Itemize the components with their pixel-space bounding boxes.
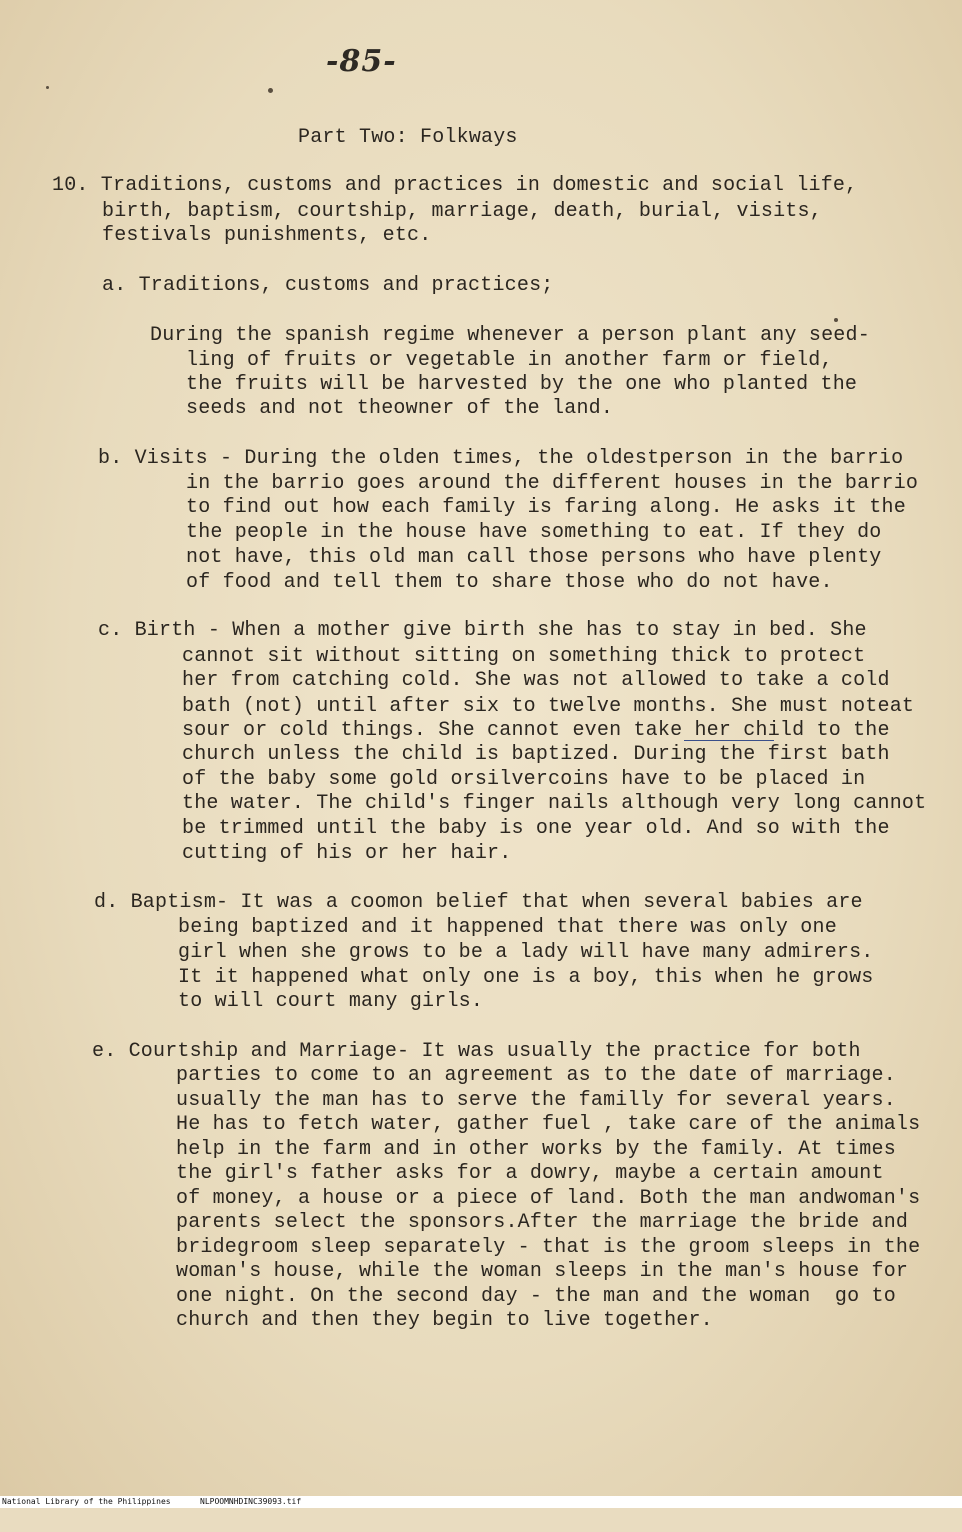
- item-b-line: in the barrio goes around the different houses in the barrio: [186, 472, 919, 495]
- ink-speck: [834, 318, 838, 322]
- item-a-line: seeds and not theowner of the land.: [186, 397, 614, 420]
- scan-footer: [0, 1496, 962, 1508]
- item-e-line: of money, a house or a piece of land. Both the man andwoman's: [176, 1187, 921, 1210]
- section-10-line: birth, baptism, courtship, marriage, death, burial, visits,: [102, 200, 822, 223]
- item-e-line: help in the farm and in other works by the family. At times: [176, 1138, 896, 1161]
- item-e-line: the girl's father asks for a dowry, maybe a certain amount: [176, 1162, 884, 1185]
- item-e-line: parties to come to an agreement as to the date of marriage.: [176, 1064, 896, 1087]
- section-10-line: festivals punishments, etc.: [102, 224, 432, 247]
- item-b-line: to find out how each family is faring along. He asks it the: [186, 496, 906, 519]
- item-b-line: not have, this old man call those persons who have plenty: [186, 546, 882, 569]
- item-c-line: her from catching cold. She was not allowed to take a cold: [182, 669, 890, 692]
- item-b-line: the people in the house have something to eat. If they do: [186, 521, 882, 544]
- item-e-line: parents select the sponsors.After the marriage the bride and: [176, 1211, 909, 1234]
- item-d-line: being baptized and it happened that there was only one: [178, 916, 837, 939]
- item-c-line: church unless the child is baptized. During the first bath: [182, 743, 890, 766]
- item-c-line: c. Birth - When a mother give birth she has to stay in bed. She: [98, 619, 867, 642]
- item-e-line: He has to fetch water, gather fuel , take care of the animals: [176, 1113, 921, 1136]
- item-a-heading: a. Traditions, customs and practices;: [102, 274, 554, 297]
- page-number: -85-: [326, 44, 397, 79]
- section-title: Part Two: Folkways: [298, 126, 518, 149]
- item-c-line: be trimmed until the baby is one year old. And so with the: [182, 817, 890, 840]
- pen-underline: [684, 734, 774, 741]
- section-10-line: 10. Traditions, customs and practices in domestic and social life,: [52, 174, 858, 197]
- item-c-line: the water. The child's finger nails although very long cannot: [182, 792, 927, 815]
- item-e-line: church and then they begin to live together.: [176, 1309, 713, 1332]
- ink-speck: [46, 86, 49, 89]
- item-c-line: cannot sit without sitting on something thick to protect: [182, 645, 866, 668]
- item-e-line: one night. On the second day - the man and the woman go to: [176, 1285, 896, 1308]
- item-a-line: the fruits will be harvested by the one who planted the: [186, 373, 858, 396]
- item-b-line: b. Visits - During the olden times, the oldestperson in the barrio: [98, 447, 904, 470]
- footer-filename: NLPOOMNHDINC39093.tif: [200, 1497, 302, 1506]
- item-e-line: woman's house, while the woman sleeps in the man's house for: [176, 1260, 909, 1283]
- item-a-line: During the spanish regime whenever a person plant any seed-: [150, 324, 870, 347]
- footer-library: National Library of the Philippines: [2, 1497, 171, 1506]
- item-c-line: of the baby some gold orsilvercoins have to be placed in: [182, 768, 866, 791]
- item-e-line: e. Courtship and Marriage- It was usually the practice for both: [92, 1040, 861, 1063]
- item-c-line: sour or cold things. She cannot even take her child to the: [182, 719, 890, 742]
- item-e-line: bridegroom sleep separately - that is the groom sleeps in the: [176, 1236, 921, 1259]
- item-d-line: girl when she grows to be a lady will have many admirers.: [178, 941, 874, 964]
- item-e-line: usually the man has to serve the familly for several years.: [176, 1089, 896, 1112]
- item-c-line: cutting of his or her hair.: [182, 842, 512, 865]
- item-d-line: to will court many girls.: [178, 990, 484, 1013]
- item-a-line: ling of fruits or vegetable in another farm or field,: [186, 349, 833, 372]
- item-d-line: It it happened what only one is a boy, this when he grows: [178, 966, 874, 989]
- item-c-line: bath (not) until after six to twelve months. She must noteat: [182, 695, 915, 718]
- ink-speck: [268, 88, 273, 93]
- item-d-line: d. Baptism- It was a coomon belief that when several babies are: [94, 891, 863, 914]
- item-b-line: of food and tell them to share those who do not have.: [186, 571, 833, 594]
